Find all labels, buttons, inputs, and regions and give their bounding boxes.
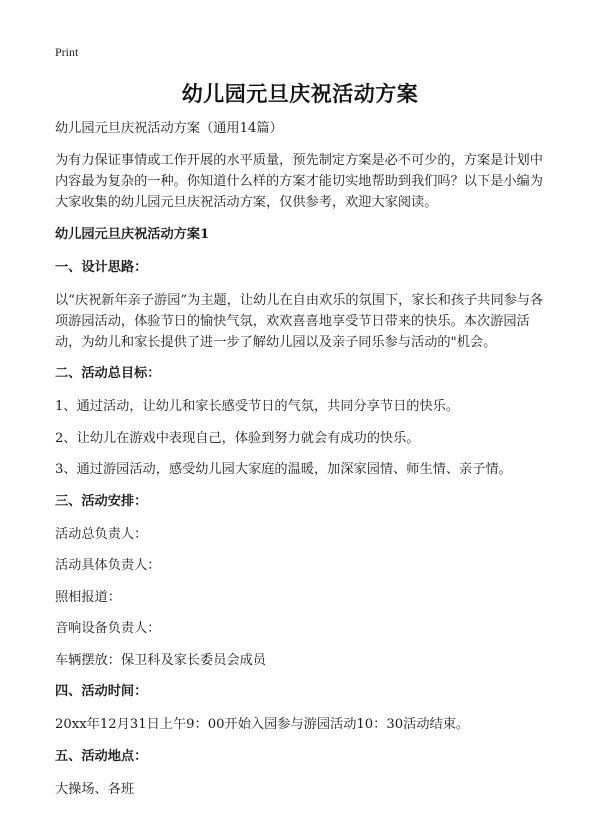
print-link[interactable]: Print <box>55 45 79 59</box>
place-paragraph: 大操场、各班 <box>55 781 135 797</box>
document-body <box>55 118 550 810</box>
goal-item-3: 3、通过游园活动，感受幼儿园大家庭的温暖，加深家园情、师生情、亲子情。 <box>55 462 512 477</box>
arrangement-item-3: 照相报道： <box>55 589 121 605</box>
arrangement-item-4: 音响设备负责人： <box>55 621 161 636</box>
arrangement-item-1: 活动总负责人： <box>55 526 148 542</box>
section-title: 幼儿园元旦庆祝活动方案1 <box>55 226 210 242</box>
heading-place: 五、活动地点： <box>55 748 148 764</box>
heading-design: 一、设计思路： <box>55 259 148 275</box>
heading-arrangement: 三、活动安排： <box>55 493 148 509</box>
heading-goals: 二、活动总目标： <box>55 366 161 381</box>
document-subtitle: 幼儿园元旦庆祝活动方案（通用14篇） <box>55 121 283 136</box>
heading-time: 四、活动时间： <box>55 684 148 699</box>
intro-paragraph: 为有力保证事情或工作开展的水平质量，预先制定方案是必不可少的，方案是计划中内容最为复杂的一种。你知道什么样的方案才能切实地帮助到我们吗？以下是小编为大家收集的幼儿园元旦庆祝活动方案，仅供参考，欢迎大家阅读。 <box>55 153 543 210</box>
page-title: 幼儿园元旦庆祝活动方案 <box>181 82 419 106</box>
arrangement-item-2: 活动具体负责人： <box>55 558 161 573</box>
design-paragraph: 以“庆祝新年亲子游园”为主题，让幼儿在自由欢乐的氛围下，家长和孩子共同参与各项游园活动，体验节日的愉快气氛，欢欢喜喜地享受节日带来的快乐。本次游园活动，为幼儿和家长提供了进一步了解幼儿园以及亲子同乐参与活动的"机会。 <box>55 292 544 350</box>
arrangement-item-5: 车辆摆放：保卫科及家长委员会成员 <box>55 652 266 668</box>
time-paragraph: 20xx年12月31日上午9：00开始入园参与游园活动10：30活动结束。 <box>55 717 470 732</box>
goal-item-1: 1、通过活动，让幼儿和家长感受节日的气氛，共同分享节日的快乐。 <box>55 399 460 414</box>
goal-item-2: 2、让幼儿在游戏中表现自己，体验到努力就会有成功的快乐。 <box>55 430 420 446</box>
